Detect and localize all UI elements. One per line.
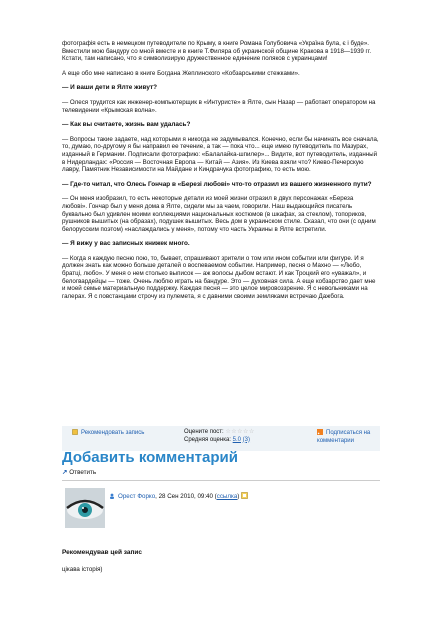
subscribe-link[interactable] bbox=[317, 429, 377, 445]
article-paragraph: — Вопросы такие задаете, над которыми я никогда не задумывался. Конечно, если бы начинать все сначала, то, думаю, по-другому я бы направил ее течение, а так — пока что... еще имею путеводитель по Мазурах, изданный в Германии. Подписали фотографию: «Балалайка-шпилер»... Видите, вот путеводитель, изданный в Нидерландах: «Россия — Восточная Европа — Китай — Азия». Из Киева взяли что? Киево-Печерскую лавру, Памятник Независимости на Майдане и Киндрачука фотографию, то есть мою. bbox=[62, 135, 379, 174]
rss-icon bbox=[317, 429, 323, 435]
reply-label: Ответить bbox=[69, 469, 97, 476]
rating-block bbox=[184, 429, 255, 444]
avg-count[interactable]: (3) bbox=[242, 436, 251, 443]
avg-label: Средняя оценка: bbox=[184, 436, 231, 443]
avg-value[interactable]: 5.0 bbox=[232, 436, 241, 443]
article-paragraph: А еще обо мне написано в книге Богдана Жеплинского «Кобзарськими стежками». bbox=[62, 69, 300, 77]
paragraph-gap bbox=[62, 77, 380, 84]
comment-item bbox=[62, 480, 380, 585]
interview-question: — Как вы считаете, жизнь вам удалась? bbox=[62, 121, 191, 129]
paragraph-gap bbox=[62, 248, 380, 255]
paragraph-gap bbox=[62, 174, 380, 181]
paragraph-gap bbox=[62, 114, 380, 121]
recommend-icon bbox=[72, 429, 78, 435]
recommend-link[interactable] bbox=[72, 429, 144, 438]
paragraph-gap bbox=[62, 63, 380, 70]
comment-date: 28 Сен 2010, 09:40 bbox=[158, 493, 213, 500]
interview-question: — Где-то читал, что Олесь Гончар в «Березі любові» что-то отразил из вашего жизненного пути? bbox=[62, 180, 372, 188]
article-paragraph: — Он меня изобразил, то есть некоторые детали из моей жизни отразил в двух персонажах «Береза любові». Гончар был у меня дома в Ялте, сидели мы за чаем, говорили. Наш выдающийся писатель буквально был удивлен моими коллекциями национальных костюмов (в шкафах, за стеклом), топориков, рушников вышитых (на образах), подушек вышитых. Весь дом в украинском стиле. Сказал, что они (с одним белорусским поэтом) «наслаждались у меня», потому что часть Украины в Ялте встретили. bbox=[62, 195, 376, 233]
avatar bbox=[65, 488, 105, 528]
article-paragraph: — Олеся трудится как инженер-компьютерщик в «Интуристе» в Ялте, сын Назар — работает оператором на телевидении «Крымская волна». bbox=[62, 98, 376, 114]
rate-label: Оцените пост: bbox=[184, 429, 224, 435]
paragraph-gap bbox=[62, 233, 380, 240]
recommend-label: Рекомендовать запись bbox=[81, 430, 145, 436]
article-paragraph: — Когда я каждую песню пою, то, бывает, спрашивают зрители о том или ином событии или фигуре. И я должен знать как можно больше деталей о воспеваемом событии. Например, песня о Махно — «Любо, братці, любо». У меня о нем столько выписок — аж волосы дыбом встают. И как Троцкий его «уважал», и белогвардейцы — тоже. Очень люблю играть на бандуре. Это — духовная сила. А еще кобзарство дает мне и моей семье материальную поддержку. Каждая песня — это целое мировоззрение. Я с невольниками на галерах. Я с повстанцами строчу из пулемета, я с давними своими земляками встречаю Дажбога. bbox=[62, 254, 376, 300]
comment-author[interactable]: Орест Форко bbox=[118, 493, 156, 500]
user-icon bbox=[109, 493, 115, 499]
paragraph-gap bbox=[62, 188, 380, 195]
comment-meta: Орест Форко, 28 Сен 2010, 09:40 (ссылка) bbox=[109, 492, 250, 500]
comment-text: цікава історія) bbox=[62, 566, 103, 573]
article-body bbox=[62, 40, 380, 300]
paragraph-gap bbox=[62, 129, 380, 136]
paragraph-gap bbox=[62, 92, 380, 99]
interview-question: — И ваши дети в Ялте живут? bbox=[62, 84, 158, 92]
article-paragraph: фотографія есть в немецком путеводителе по Крыму, в книге Романа Голубовича «Україна була, є і буде». Вместили мою бандуру со мной вместе и в книге Т.Филяра об украинской общине Кракова в 1918—1939 гг. Кстати, там написано, что я символизирую дружественное единение поляков с украинцами! bbox=[62, 40, 372, 63]
reply-arrow-icon: ↗ bbox=[62, 469, 68, 476]
comment-title: Рекомендував цей запис bbox=[62, 549, 143, 556]
subscribe-label: Подписаться на комментарии bbox=[317, 430, 371, 444]
interview-question: — Я вижу у вас записных книжек много. bbox=[62, 240, 190, 248]
quote-icon[interactable] bbox=[241, 492, 247, 498]
comment-permalink[interactable]: ссылка bbox=[216, 493, 238, 500]
rating-stars[interactable]: ☆☆☆☆☆ bbox=[225, 429, 255, 435]
rating-bar bbox=[62, 426, 380, 451]
reply-button[interactable] bbox=[62, 469, 96, 476]
add-comment-heading: Добавить комментарий bbox=[62, 449, 238, 466]
